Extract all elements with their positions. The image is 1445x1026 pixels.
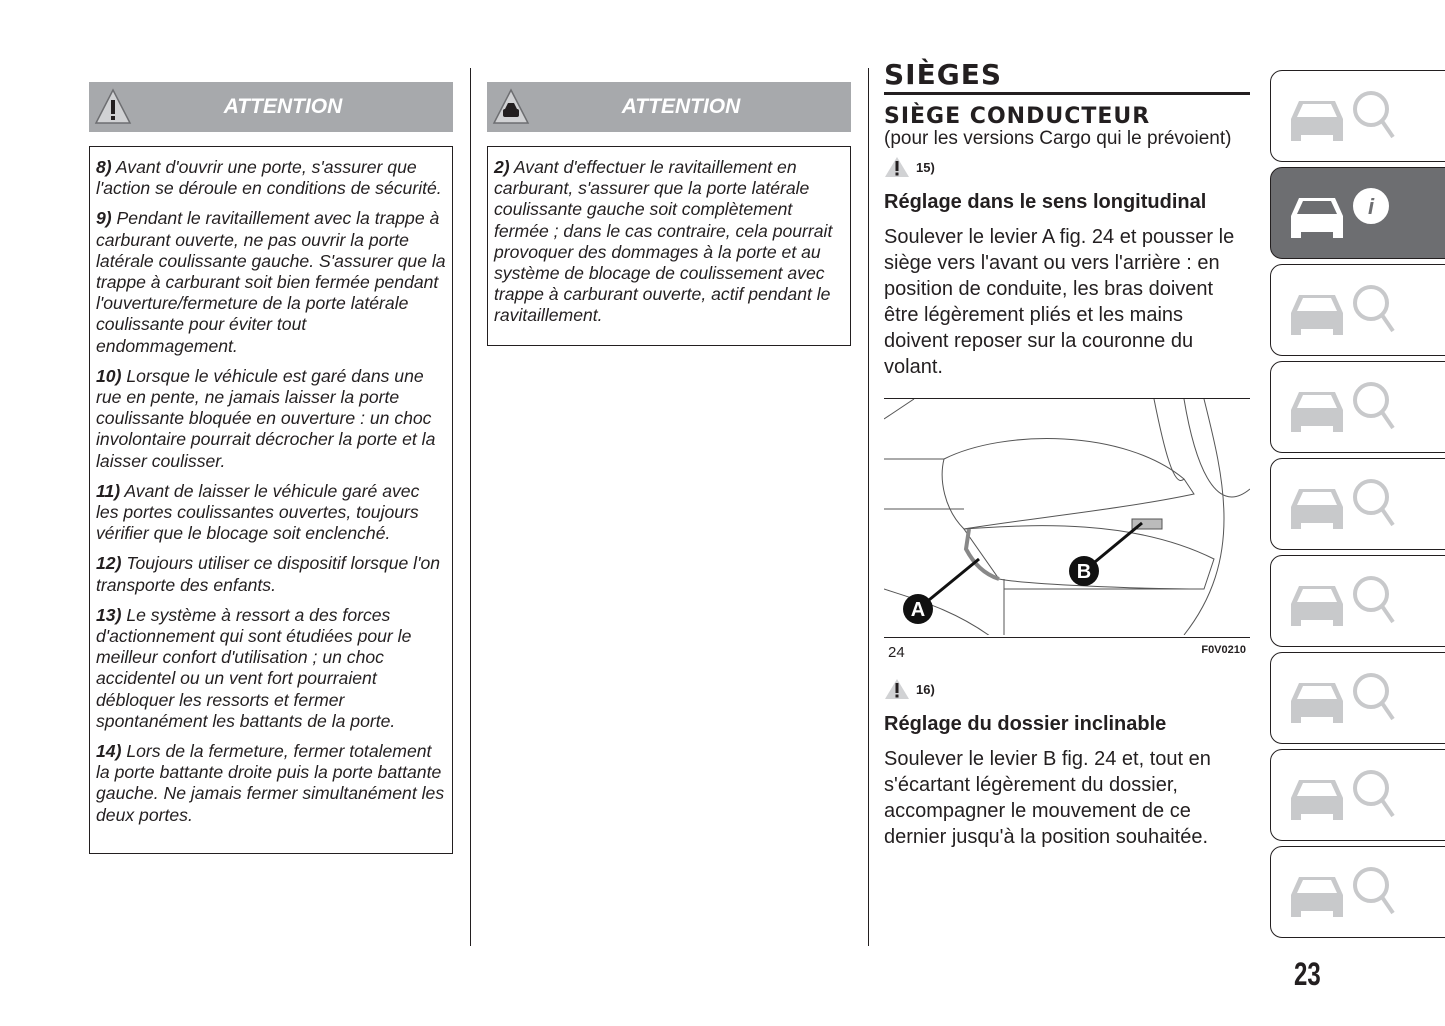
warning-lights-message-icon [1283, 273, 1403, 348]
svg-text:i: i [1367, 194, 1375, 219]
car-info-icon [1283, 176, 1403, 251]
item-text: Avant d'effectuer le ravitaillement en carburant, s'assurer que la porte latérale coulissante gauche soit complètement fermée ; dans le cas contraire, cela pourrait provoquer des dommages à la porte et au système de blocage de coulissement avec trappe à carburant ouverte, actif pendant le ravitaillement. [494, 157, 833, 326]
item-number: 11) [96, 480, 121, 501]
chapter-tab[interactable] [1270, 70, 1445, 162]
figure-label-b: B [1076, 561, 1092, 583]
attention-item [96, 157, 446, 199]
chapter-tab[interactable] [1270, 167, 1445, 259]
figure-number: 24 [888, 644, 905, 661]
warning-icon [884, 156, 910, 178]
item-text: Lorsque le véhicule est garé dans une rue en pente, ne jamais laisser la porte coulissante bloquée en ouverture : un choc involontaire pourrait décrocher la porte et la laisser coulisser. [96, 365, 436, 471]
index-search-icon [1283, 855, 1403, 930]
attention-item [96, 366, 446, 472]
attention-item [96, 553, 446, 595]
car-emergency-icon [1283, 564, 1403, 639]
warning-ref-number: 16) [916, 681, 935, 697]
attention-title: ATTENTION [223, 95, 343, 118]
figure-seat [884, 398, 1250, 638]
warning-ref-number: 15) [916, 159, 935, 175]
attention-box [89, 146, 453, 854]
figure-label-a: A [910, 599, 926, 621]
chapter-tab[interactable] [1270, 749, 1445, 841]
chapter-tab[interactable] [1270, 361, 1445, 453]
subsection-title: Réglage dans le sens longitudinal [884, 191, 1207, 213]
attention-item [494, 157, 844, 327]
figure-caption [884, 638, 1250, 661]
item-text: Toujours utiliser ce dispositif lorsque l'on transporte des enfants. [96, 553, 441, 595]
section-note: (pour les versions Cargo qui le prévoient) [884, 128, 1232, 149]
item-number: 10) [96, 365, 122, 386]
chapter-tab[interactable] [1270, 652, 1445, 744]
car-maintenance-icon [1283, 661, 1403, 736]
body-text: Soulever le levier A fig. 24 et pousser le siège vers l'avant ou vers l'arrière : en position de conduite, les bras doivent être légèrement pliés et les mains doivent reposer sur la couronne du volant. [884, 226, 1235, 378]
chapter-tab[interactable] [1270, 555, 1445, 647]
item-number: 14) [96, 741, 122, 762]
warning-reference[interactable] [884, 155, 1250, 179]
warning-reference[interactable] [884, 677, 1250, 701]
item-number: 13) [96, 604, 122, 625]
item-text: Le système à ressort a des forces d'actionnement qui sont étudiées pour le meilleur confort d'utilisation ; un choc accidentel ou un vent fort pourraient débloquer les ressorts et fermer spontanément les battants de la porte. [96, 604, 412, 731]
attention-header [487, 82, 851, 132]
chapter-tab[interactable] [1270, 264, 1445, 356]
warning-triangle-icon [93, 87, 133, 127]
car-warning-triangle-icon [491, 87, 531, 127]
item-text: Lors de la fermeture, fermer totalement la porte battante droite puis la porte battante gauche. Ne jamais fermer simultanément les deux portes. [96, 741, 445, 825]
column-divider [470, 68, 471, 946]
figure-code: F0V0210 [1201, 644, 1246, 656]
key-steering-wheel-icon [1283, 467, 1403, 542]
item-number: 2) [494, 157, 510, 177]
seat-illustration [884, 399, 1250, 635]
chapter-tab[interactable] [1270, 846, 1445, 938]
attention-item [96, 481, 446, 545]
item-number: 12) [96, 553, 122, 574]
content-column [884, 58, 1250, 850]
body-text: Soulever le levier B fig. 24 et, tout en s'écartant légèrement du dossier, accompagner le mouvement de ce dernier jusqu'à la position souhaitée. [884, 748, 1211, 848]
column-divider [868, 68, 869, 946]
section-title: SIÈGE CONDUCTEUR [884, 104, 1151, 129]
subsection-title: Réglage du dossier inclinable [884, 713, 1167, 735]
warning-icon [884, 678, 910, 700]
attention-item [96, 741, 446, 826]
item-number: 8) [96, 157, 112, 177]
attention-box [487, 146, 851, 346]
chapter-tab[interactable] [1270, 458, 1445, 550]
attention-header [89, 82, 453, 132]
page-number: 23 [1294, 956, 1321, 992]
technical-data-icon [1283, 758, 1403, 833]
page-title: SIÈGES [884, 58, 1250, 95]
attention-item [96, 208, 446, 356]
attention-title: ATTENTION [621, 95, 741, 118]
item-text: Avant de laisser le véhicule garé avec les portes coulissantes ouvertes, toujours vérifier que le blocage soit enclenché. [96, 480, 420, 544]
car-search-icon [1283, 79, 1403, 154]
attention-item [96, 605, 446, 732]
safety-airbag-icon [1283, 370, 1403, 445]
item-text: Pendant le ravitaillement avec la trappe à carburant ouverte, ne pas ouvrir la porte latérale coulissante gauche. S'assurer que la trappe à carburant soit bien fermée pendant l'ouverture/fermeture de la porte latérale coulissante pour éviter tout endommagement. [96, 208, 446, 356]
item-number: 9) [96, 208, 112, 229]
item-text: Avant d'ouvrir une porte, s'assurer que l'action se déroule en conditions de sécurité. [96, 157, 442, 199]
